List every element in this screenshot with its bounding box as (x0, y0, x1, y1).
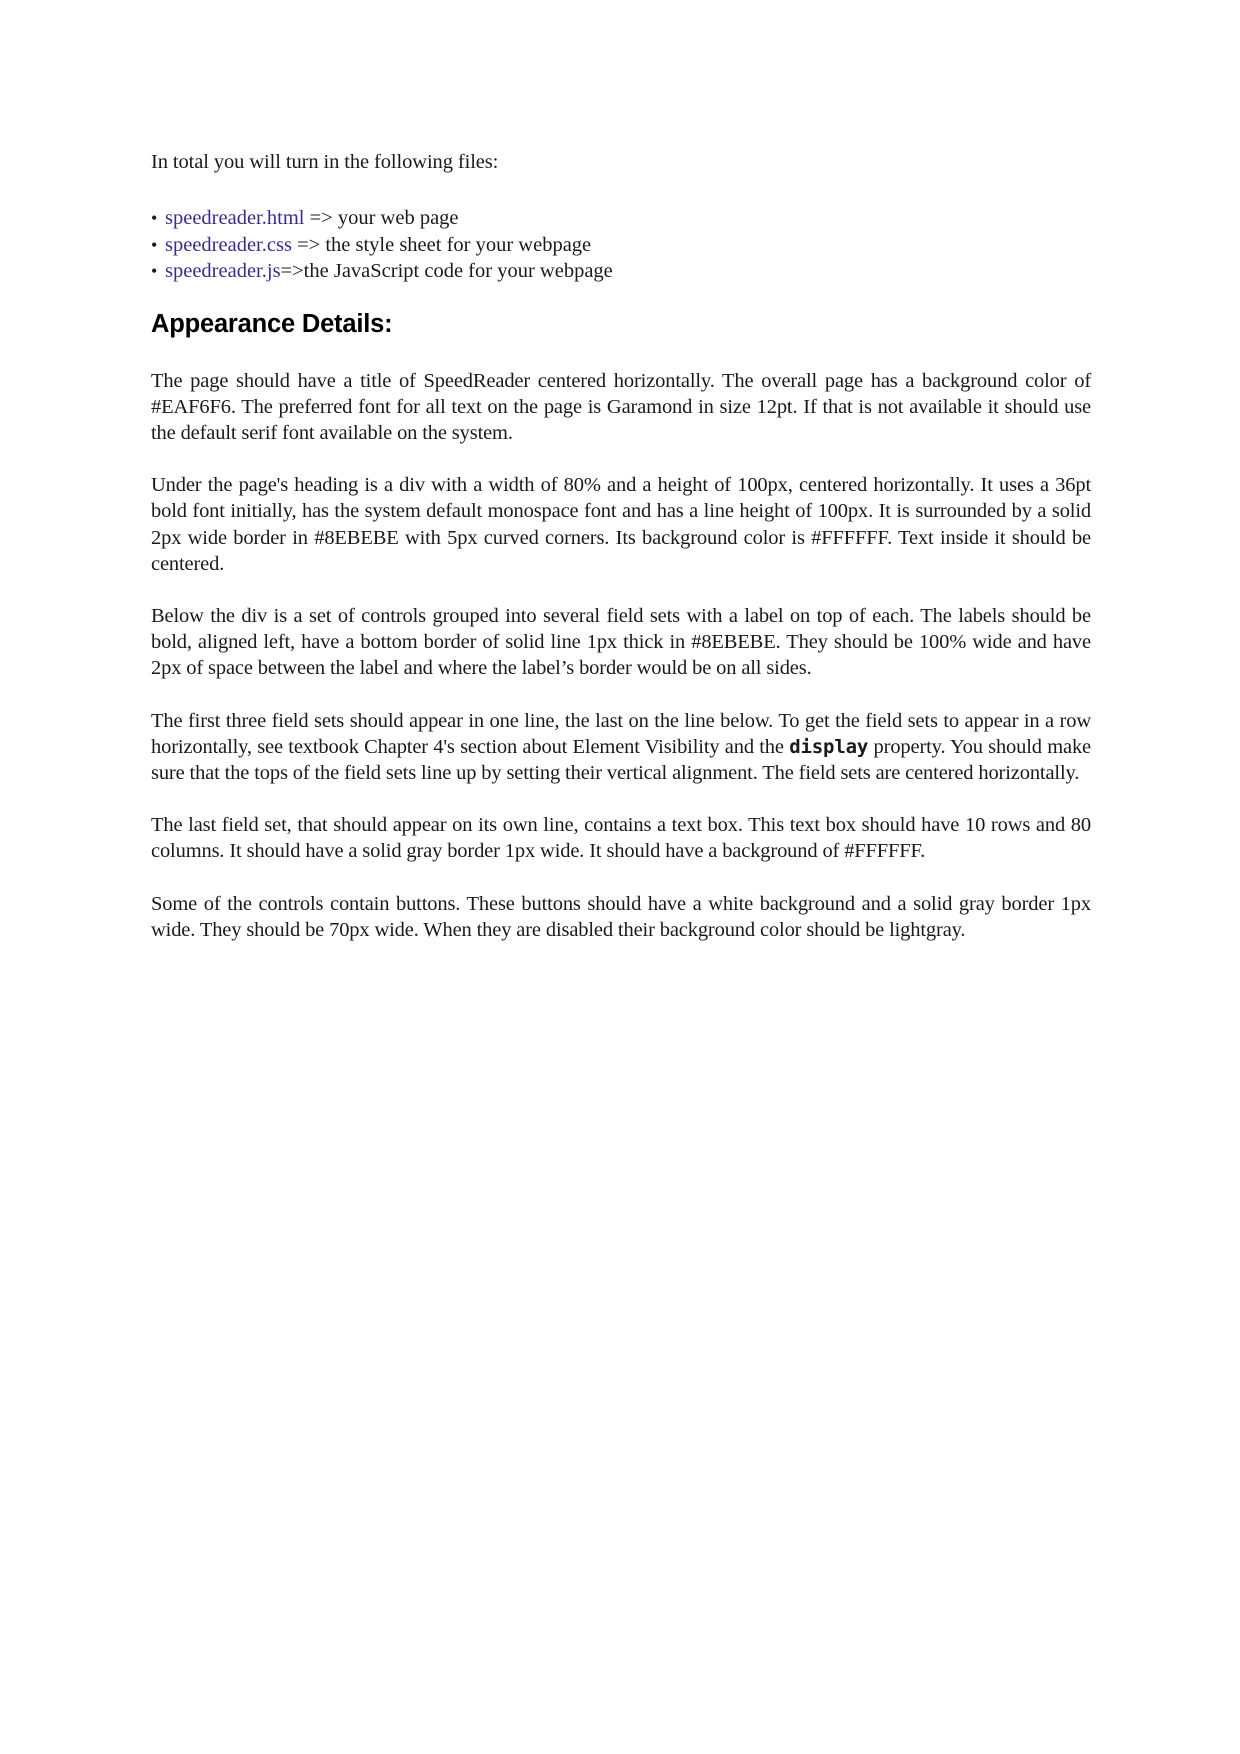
document-page (151, 148, 1091, 943)
bullet-icon: • (151, 208, 158, 228)
arrow-separator: => (304, 207, 338, 229)
arrow-separator: => (291, 233, 326, 256)
bullet-icon: • (151, 261, 158, 281)
bullet-icon: • (151, 234, 158, 255)
file-name-js: speedreader.js (165, 260, 281, 282)
arrow-separator: => (280, 260, 304, 282)
section-heading: Appearance Details: (151, 309, 393, 338)
file-list (151, 205, 1091, 285)
file-list-item (151, 258, 1091, 285)
file-name-html: speedreader.html (165, 207, 305, 229)
paragraph-page-title: The page should have a title of SpeedReader centered horizontally. The overall page has a background color of #EAF6F6. The preferred font for all text on the page is Garamond in size 12pt. If that is not available it should use the default serif font available on the system. (151, 369, 1091, 444)
paragraph-field-set-labels: Below the div is a set of controls grouped into several field sets with a label on top of each. The labels should be bold, aligned left, have a bottom border of solid line 1px thick in #8EBEBE. They should be 100% wide and have 2px of space between the label and where the label’s border would be on all sides. (151, 604, 1091, 680)
intro-text: In total you will turn in the following files: (151, 151, 499, 173)
paragraph-buttons: Some of the controls contain buttons. These buttons should have a white background and a solid gray border 1px wide. They should be 70px wide. When they are disabled their background color should be lightgray. (151, 892, 1091, 941)
paragraph-heading-div: Under the page's heading is a div with a width of 80% and a height of 100px, centered horizontally. It uses a 36pt bold font initially, has the system default monospace font and has a line height of 100px. It is surrounded by a solid 2px wide border in #8EBEBE with 5px curved corners. Its background color is #FFFFFF. Text inside it should be centered. (151, 474, 1091, 575)
file-description: your web page (337, 207, 459, 229)
file-description: the JavaScript code for your webpage (303, 260, 613, 282)
file-description: the style sheet for your webpage (325, 233, 592, 256)
file-name-css: speedreader.css (165, 233, 292, 256)
paragraph-text: property. You should make sure that the tops of the field sets line up by setting their vertical alignment. The field sets are centered horizontally. (151, 735, 1092, 784)
paragraph-text-box: The last field set, that should appear on its own line, contains a text box. This text box should have 10 rows and 80 columns. It should have a solid gray border 1px wide. It should have a background of #FFFFFF. (151, 814, 1091, 863)
paragraph-field-set-layout (151, 708, 1091, 787)
file-list-item (151, 205, 1091, 232)
file-list-item (151, 232, 1091, 259)
inline-code-display: display (789, 735, 869, 758)
paragraph-text: The first three field sets should appear in one line, the last on the line below. To get the field sets to appear in a row horizontally, see textbook Chapter 4's section about Element Visibility and the (151, 709, 1091, 758)
